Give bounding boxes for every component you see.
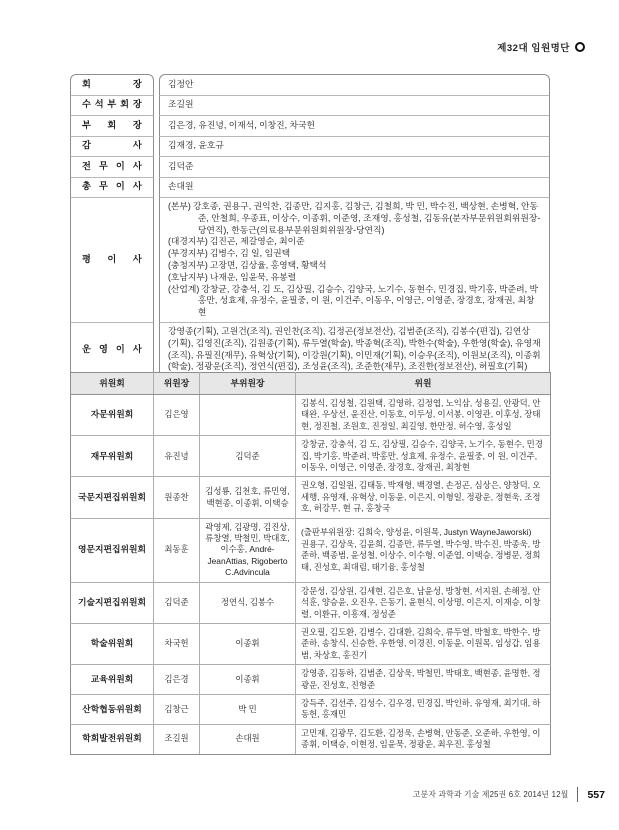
director-group (168, 272, 541, 284)
committee-table (70, 372, 551, 755)
officer-row-value-operating (159, 323, 550, 377)
committee-chair: 유진녕 (154, 436, 200, 477)
committee-row (71, 665, 551, 695)
officer-row-label (70, 116, 154, 137)
committee-row (71, 582, 551, 623)
page-number: 557 (587, 788, 605, 801)
officer-label: 총 무 이 사 (82, 181, 142, 192)
committee-vice-chair: 김덕준 (200, 436, 296, 477)
committee-members-note: (출판부위원장: 김희숙, 양성윤, 이원목, Justyn WayneJaworski) (301, 527, 532, 538)
page-footer (413, 787, 605, 802)
officer-label: 전 무 이 사 (82, 160, 142, 171)
director-members: 강창균, 강충석, 김 도, 김상필, 김승수, 김양국, 노기수, 동현수, 민경집, 박기홍, 박준려, 박홍만, 성효제, 유정수, 윤필중, 이 원, 이건주, 이동우, 이영근, 이영준, 장경호, 장재권, 최창현 (197, 283, 539, 318)
director-group (168, 236, 541, 248)
director-region: (호남지부) (168, 271, 208, 282)
officer-row-value (159, 157, 550, 178)
officer-value: 손대원 (168, 181, 194, 192)
officer-row-value (159, 96, 550, 117)
committee-chair: 조길원 (154, 724, 200, 754)
officer-label: 운 영 이 사 (82, 343, 142, 354)
committee-row (71, 395, 551, 436)
officer-row-value (159, 116, 550, 137)
committee-members: 권오형, 김일원, 김태동, 박재형, 백경열, 손정곤, 심상은, 양창덕, 오세행, 유영재, 유혁상, 이동윤, 이은지, 이형일, 정광운, 정현욱, 조정호, 허강무, 현 규, 홍창국 (296, 477, 551, 518)
committee-name: 영문지편집위원회 (71, 518, 154, 582)
officer-row-label (70, 74, 154, 96)
officer-row-label (70, 178, 154, 199)
officer-label: 회 장 (82, 78, 142, 89)
director-members: 김병수, 김 일, 임권택 (209, 248, 291, 259)
committee-vice-chair: 김성룡, 김천호, 류민영, 백현종, 이종휘, 이택승 (200, 477, 296, 518)
committee-members: 강영종, 김동하, 김범준, 김상욱, 박철민, 박태호, 백현종, 윤명한, 정광운, 진성호, 진형준 (296, 665, 551, 695)
officer-table (70, 74, 550, 377)
committee-name: 산학협동위원회 (71, 694, 154, 724)
committee-chair: 차국헌 (154, 623, 200, 664)
director-group (168, 260, 541, 272)
committee-name: 기술지편집위원회 (71, 582, 154, 623)
committee-row (71, 518, 551, 582)
operating-directors-list: 강영종(기획), 고원건(조직), 권인찬(조직), 김정곤(정보전산), 김범준(조직), 김봉수(편집), 김연상(기획), 김영진(조직), 김원종(기획), 류두열(학술), 박종혁(조직), 박한수(학술), 우한영(학술), 유영재(조직), 유필진(재무), 유혁상(기획), 이강원(기획), 이민재(기획), 이승우(조직), 이원보(조직), 이종휘(학술), 정광운(조직), 정연식(편집), 조성윤(조직), 조준한(재무), 조진한(정보전산), 허필호(기획) (168, 325, 541, 372)
officer-row-label-directors (70, 198, 154, 323)
footer-divider (577, 787, 578, 802)
committee-name: 학회발전위원회 (71, 724, 154, 754)
officer-value: 김재경, 윤호규 (168, 140, 224, 151)
committee-header-vice-chair: 부위원장 (200, 373, 296, 395)
officer-row-label (70, 137, 154, 158)
section-bullet-icon (575, 42, 585, 52)
officer-row-value-directors (159, 198, 550, 323)
director-region: (대경지부) (168, 236, 208, 247)
committee-header-members: 위원 (296, 373, 551, 395)
officer-label: 평 이 사 (82, 254, 142, 265)
committee-chair: 원종찬 (154, 477, 200, 518)
running-head (497, 40, 585, 54)
director-region: (부경지부) (168, 248, 208, 259)
officer-row-label (70, 96, 154, 117)
committee-header-chair: 위원장 (154, 373, 200, 395)
committee-members: 김봉식, 김성철, 김원택, 김영하, 김정엽, 노익삼, 성용길, 안광덕, 안태완, 우상선, 윤진산, 이동호, 이두성, 이서봉, 이영관, 이후성, 장태현, 정진철, 조원호, 진정일, 최길영, 한만정, 허수영, 홍성일 (296, 395, 551, 436)
committee-name: 학술위원회 (71, 623, 154, 664)
director-region: (본부) (168, 201, 191, 211)
officer-row-label (70, 157, 154, 178)
committee-chair: 김은경 (154, 665, 200, 695)
director-members: 고장면, 김상율, 홍영택, 황택석 (209, 259, 327, 270)
officer-value: 김은경, 유진녕, 이재석, 이창진, 차국헌 (168, 119, 316, 130)
committee-chair: 김은영 (154, 395, 200, 436)
committee-header-row (71, 373, 551, 395)
officer-row-label-operating (70, 323, 154, 377)
committee-members: 강문성, 김상원, 김세현, 김은호, 남윤성, 방창현, 서지원, 손해정, 안석훈, 양승윤, 오진우, 은동기, 윤현식, 이상명, 이은지, 이재승, 이창렬, 이환규, 이흥재, 정성준 (296, 582, 551, 623)
committee-row (71, 623, 551, 664)
committee-vice-chair: 이종휘 (200, 623, 296, 664)
committee-name: 교육위원회 (71, 665, 154, 695)
committee-chair: 최동훈 (154, 518, 200, 582)
officer-row-value (159, 74, 550, 96)
committee-row (71, 436, 551, 477)
committee-members (296, 518, 551, 582)
committee-vice-chair (200, 395, 296, 436)
director-members: 김진곤, 제갈영순, 최이준 (209, 236, 305, 247)
officer-row-value (159, 137, 550, 158)
director-members: 강호종, 권용구, 권익찬, 김종만, 김지홍, 김창근, 김철희, 박 민, 박수진, 백상현, 손병혁, 안동준, 안철희, 우종표, 이상수, 이종휘, 이준영, 조재영, 홍성철, 김동유(분자부문위원회위원장-당연직), 한동근(의료용부문위원회위원장-당연직) (192, 201, 541, 235)
officer-label: 부 회 장 (82, 119, 142, 130)
committee-vice-chair: 곽영제, 김광명, 김진상, 류창열, 박철민, 박대호, 이수홍, André-JeanAttias, Rigoberto C.Advincula (200, 518, 296, 582)
officer-value: 김정안 (168, 78, 194, 89)
director-group (168, 201, 541, 236)
director-region: (산업계) (168, 283, 200, 294)
journal-citation: 고분자 과학과 기술 제25권 6호 2014년 12월 (412, 790, 569, 799)
committee-members: 강창균, 강충석, 김 도, 김상필, 김승수, 김양국, 노기수, 동현수, 민경집, 박기홍, 박준려, 박홍만, 성효제, 유정수, 윤필중, 이 원, 이건주, 이동우, 이영근, 이영준, 장경호, 장재권, 최창현 (296, 436, 551, 477)
committee-members: 권오필, 김도환, 김병수, 김대환, 김희숙, 류두열, 박철호, 박한수, 방준하, 송창식, 신승한, 우한영, 이경진, 이동윤, 이원목, 임성갑, 임용범, 차상호, 홍진기 (296, 623, 551, 664)
committee-name: 재무위원회 (71, 436, 154, 477)
committee-row (71, 694, 551, 724)
running-head-title: 제32대 임원명단 (497, 43, 570, 54)
director-members: 나재운, 임윤묵, 유봉렬 (209, 271, 297, 282)
officer-label: 감 사 (82, 140, 142, 151)
officer-value: 조길원 (168, 99, 194, 110)
committee-vice-chair: 정연식, 김봉수 (200, 582, 296, 623)
committee-vice-chair: 이종휘 (200, 665, 296, 695)
committee-members: 고민재, 김광무, 김도환, 김정욱, 손병혁, 안동준, 오준하, 우한영, 이종휘, 이택승, 이현정, 임윤묵, 정광운, 최우진, 홍성철 (296, 724, 551, 754)
committee-vice-chair: 박 민 (200, 694, 296, 724)
committee-name: 자문위원회 (71, 395, 154, 436)
committee-members-list: 권용구, 김상욱, 김윤희, 김종만, 류두열, 박수영, 박수진, 박종욱, 방준하, 백종범, 윤성철, 이상수, 이수형, 이준엽, 이택승, 정병문, 정희태, 진성호, 최대림, 태기융, 홍성철 (301, 538, 541, 572)
committee-members: 강득주, 김선주, 김성수, 김우경, 민경집, 박인하, 유영재, 최기대, 하동헌, 홍재민 (296, 694, 551, 724)
committee-chair: 김창근 (154, 694, 200, 724)
director-group (168, 248, 541, 260)
director-group (168, 284, 541, 319)
committee-vice-chair: 손대원 (200, 724, 296, 754)
officer-label: 수 석 부 회 장 (82, 99, 142, 110)
committee-row (71, 724, 551, 754)
director-region: (충청지부) (168, 259, 208, 270)
committee-row (71, 477, 551, 518)
officer-value: 김덕준 (168, 160, 194, 171)
committee-name: 국문지편집위원회 (71, 477, 154, 518)
committee-chair: 김덕준 (154, 582, 200, 623)
officer-row-value (159, 178, 550, 199)
committee-header-name: 위원회 (71, 373, 154, 395)
